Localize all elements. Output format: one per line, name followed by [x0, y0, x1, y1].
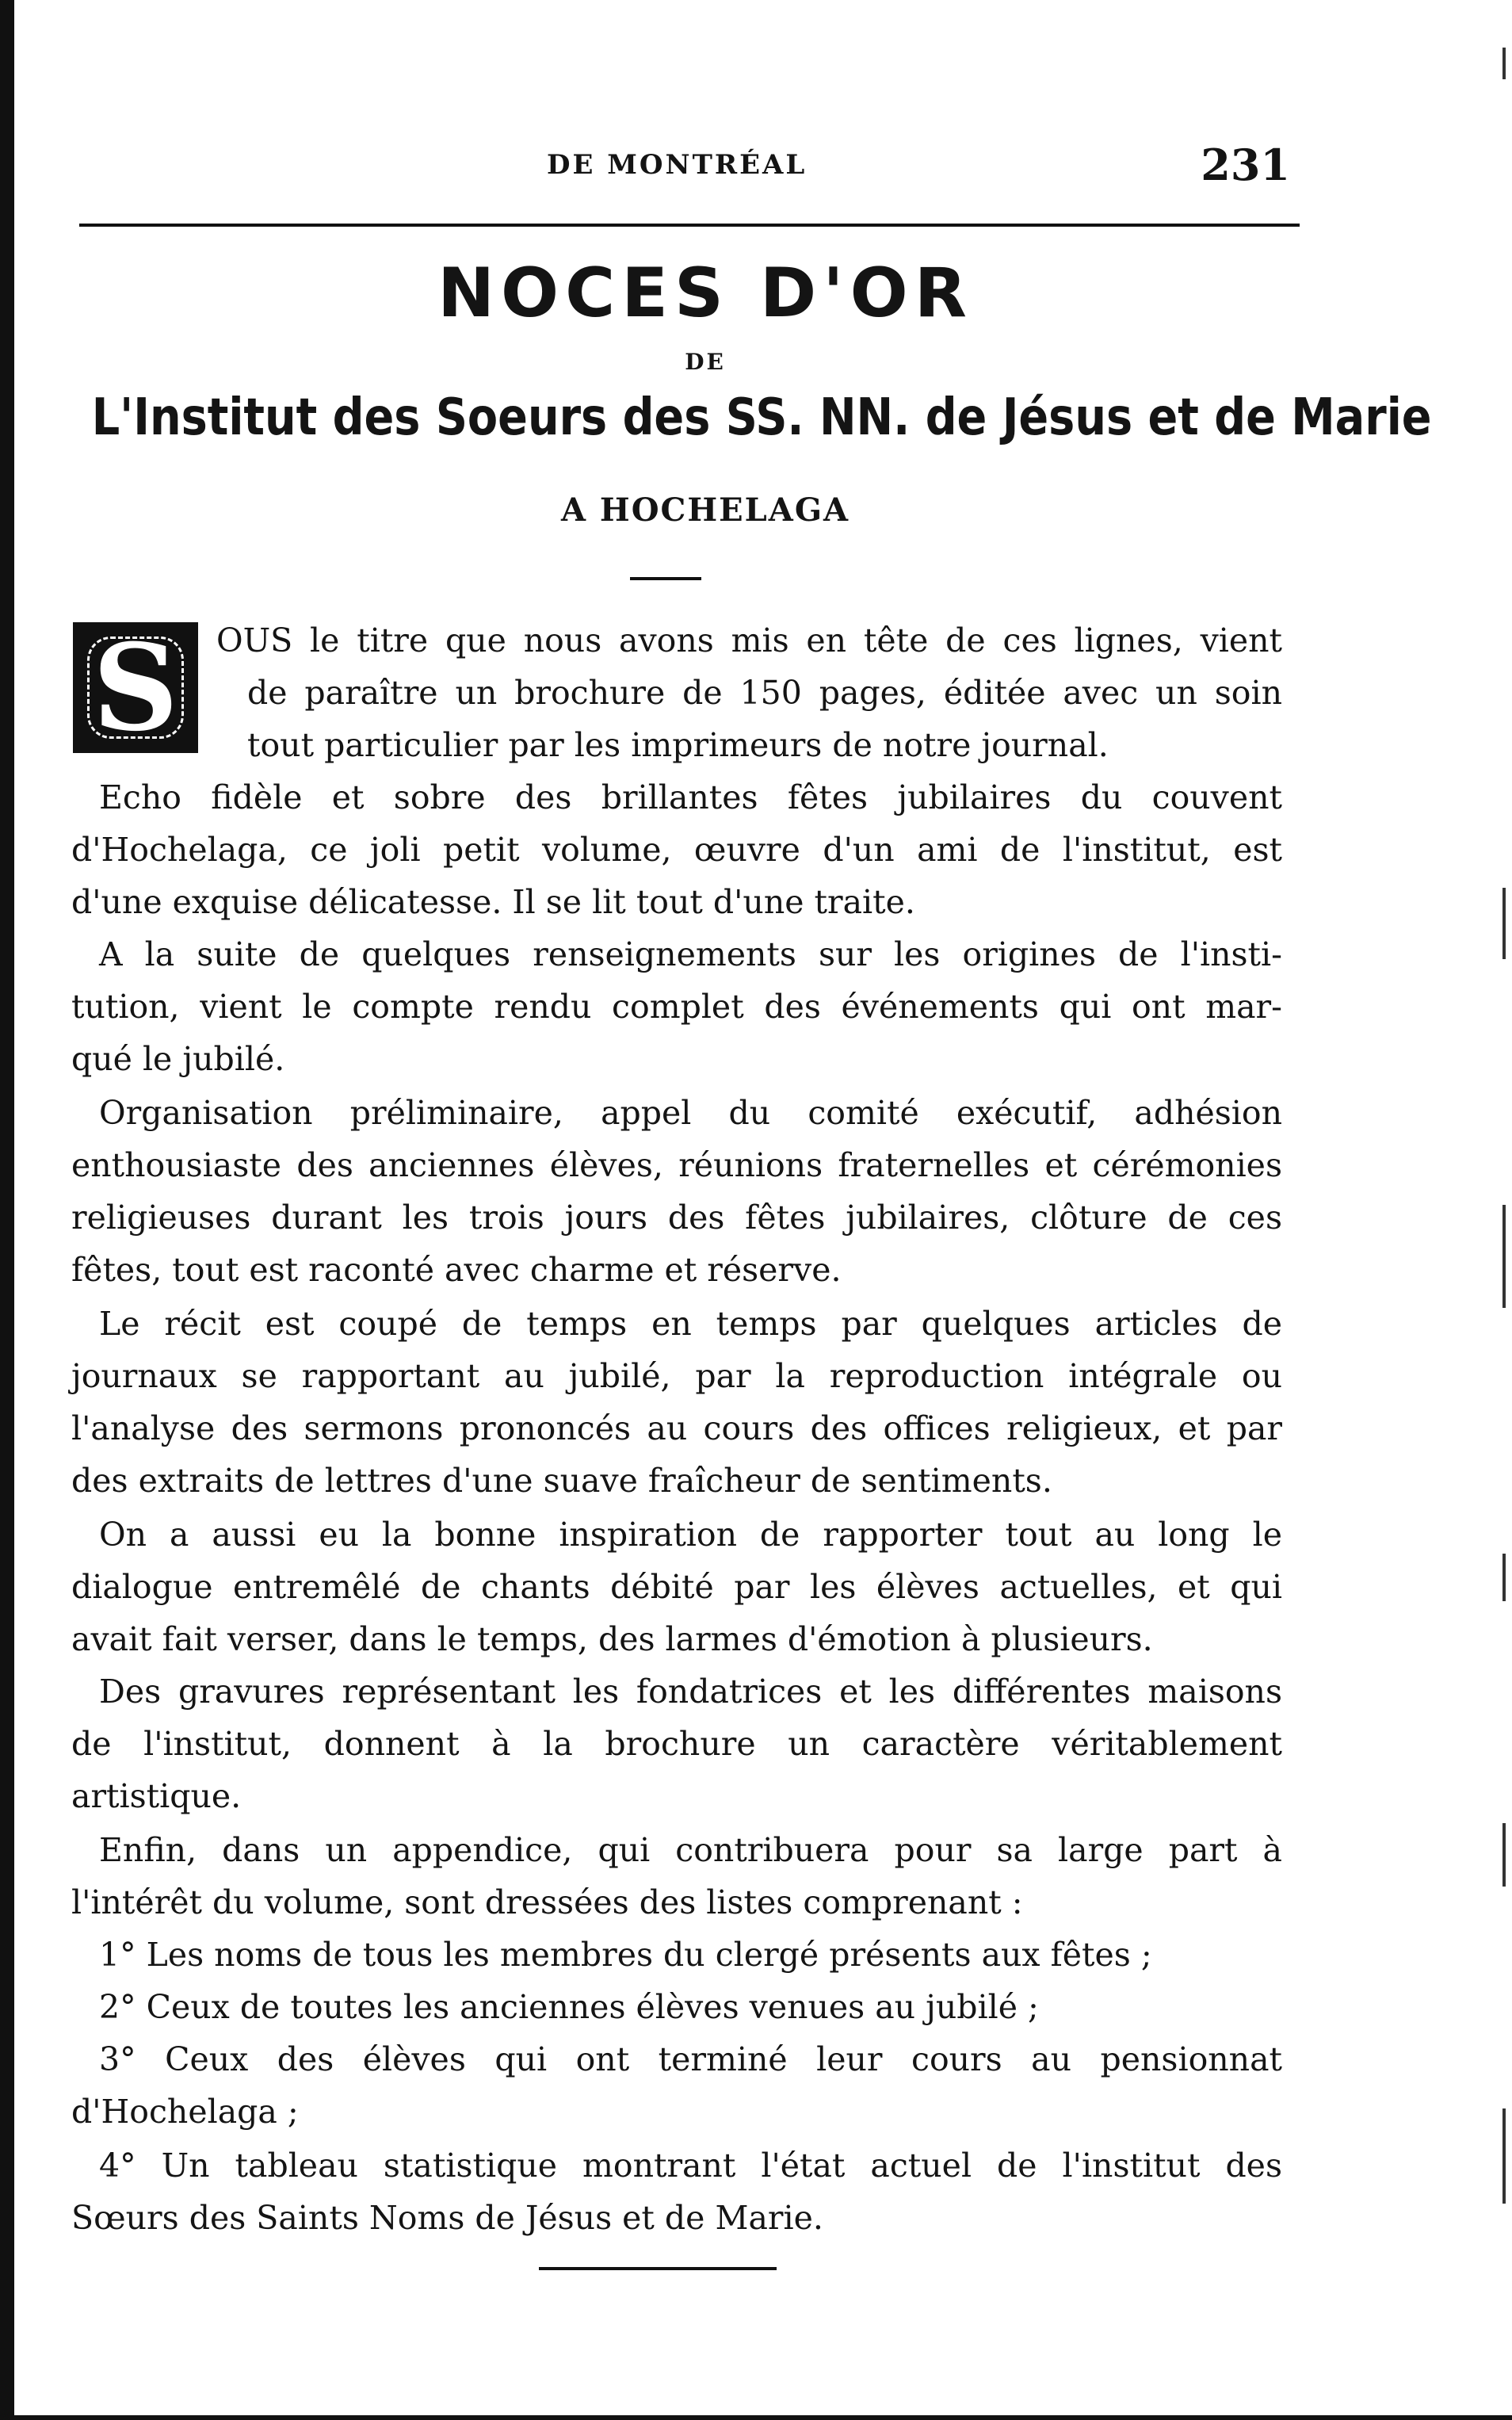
- body-line: dialogue entremêlé de chants débité par les élèves actuelles, et qui: [71, 1568, 1282, 1606]
- body-line: religieuses durant les trois jours des fêtes jubilaires, clôture de ces: [71, 1199, 1282, 1237]
- body-line: artistique.: [71, 1777, 242, 1815]
- header-rule: [79, 224, 1300, 227]
- body-line: tout particulier par les imprimeurs de notre journal.: [247, 726, 1109, 764]
- running-header: [547, 141, 1339, 197]
- body-line: Des gravures représentant les fondatrices et les différentes maisons: [99, 1673, 1282, 1711]
- body-line: OUS le titre que nous avons mis en tête de ces lignes, vient: [216, 621, 1282, 659]
- article-title: NOCES D'OR: [437, 254, 973, 333]
- list-item: 2° Ceux de toutes les anciennes élèves venues au jubilé ;: [99, 1988, 1039, 2026]
- body-line: l'analyse des sermons prononcés au cours des offices religieux, et par: [71, 1409, 1282, 1447]
- body-line: On a aussi eu la bonne inspiration de rapporter tout au long le: [99, 1516, 1282, 1554]
- page-edge-right: [1502, 48, 1509, 2386]
- page-edge-bottom: [0, 2415, 1512, 2420]
- page-number: 231: [1201, 140, 1290, 190]
- body-line: l'intérêt du volume, sont dressées des listes comprenant :: [71, 1883, 1023, 1921]
- list-item-continuation: d'Hochelaga ;: [71, 2093, 299, 2131]
- list-item-continuation: Sœurs des Saints Noms de Jésus et de Marie.: [71, 2199, 823, 2237]
- place-title: A HOCHELAGA: [560, 491, 850, 529]
- body-line: d'Hochelaga, ce joli petit volume, œuvre d'un ami de l'institut, est: [71, 831, 1282, 869]
- body-line: qué le jubilé.: [71, 1040, 285, 1078]
- body-line: fêtes, tout est raconté avec charme et réserve.: [71, 1251, 842, 1289]
- body-line: de paraître un brochure de 150 pages, éditée avec un soin: [247, 674, 1282, 712]
- body-line: journaux se rapportant au jubilé, par la reproduction intégrale ou: [71, 1357, 1282, 1395]
- running-title: DE MONTRÉAL: [547, 149, 808, 181]
- end-rule: [539, 2267, 777, 2270]
- body-line: A la suite de quelques renseignements sur les origines de l'insti-: [99, 935, 1282, 973]
- body-line: des extraits de lettres d'une suave fraîcheur de sentiments.: [71, 1462, 1052, 1500]
- body-line: Echo fidèle et sobre des brillantes fêtes jubilaires du couvent: [99, 778, 1282, 816]
- body-line: Le récit est coupé de temps en temps par quelques articles de: [99, 1305, 1282, 1343]
- body-line: de l'institut, donnent à la brochure un caractère véritablement: [71, 1725, 1282, 1763]
- body-line: Enfin, dans un appendice, qui contribuera pour sa large part à: [99, 1831, 1282, 1869]
- list-item: 4° Un tableau statistique montrant l'état actuel de l'institut des: [99, 2147, 1282, 2185]
- body-line: Organisation préliminaire, appel du comité exécutif, adhésion: [99, 1094, 1282, 1132]
- body-line: enthousiaste des anciennes élèves, réunions fraternelles et cérémonies: [71, 1146, 1282, 1184]
- body-line: avait fait verser, dans le temps, des larmes d'émotion à plusieurs.: [71, 1620, 1153, 1658]
- body-line: tution, vient le compte rendu complet des événements qui ont mar-: [71, 988, 1282, 1026]
- institute-title: L'Institut des Soeurs des SS. NN. de Jésus et de Marie: [91, 388, 1432, 447]
- list-item: 1° Les noms de tous les membres du clergé présents aux fêtes ;: [99, 1936, 1152, 1974]
- body-line: d'une exquise délicatesse. Il se lit tout d'une traite.: [71, 883, 915, 921]
- list-item: 3° Ceux des élèves qui ont terminé leur cours au pensionnat: [99, 2040, 1282, 2078]
- title-connector: DE: [685, 349, 726, 375]
- dropcap-letter: S: [92, 622, 179, 753]
- title-divider: [630, 577, 701, 580]
- dropcap-ornament: [73, 622, 198, 753]
